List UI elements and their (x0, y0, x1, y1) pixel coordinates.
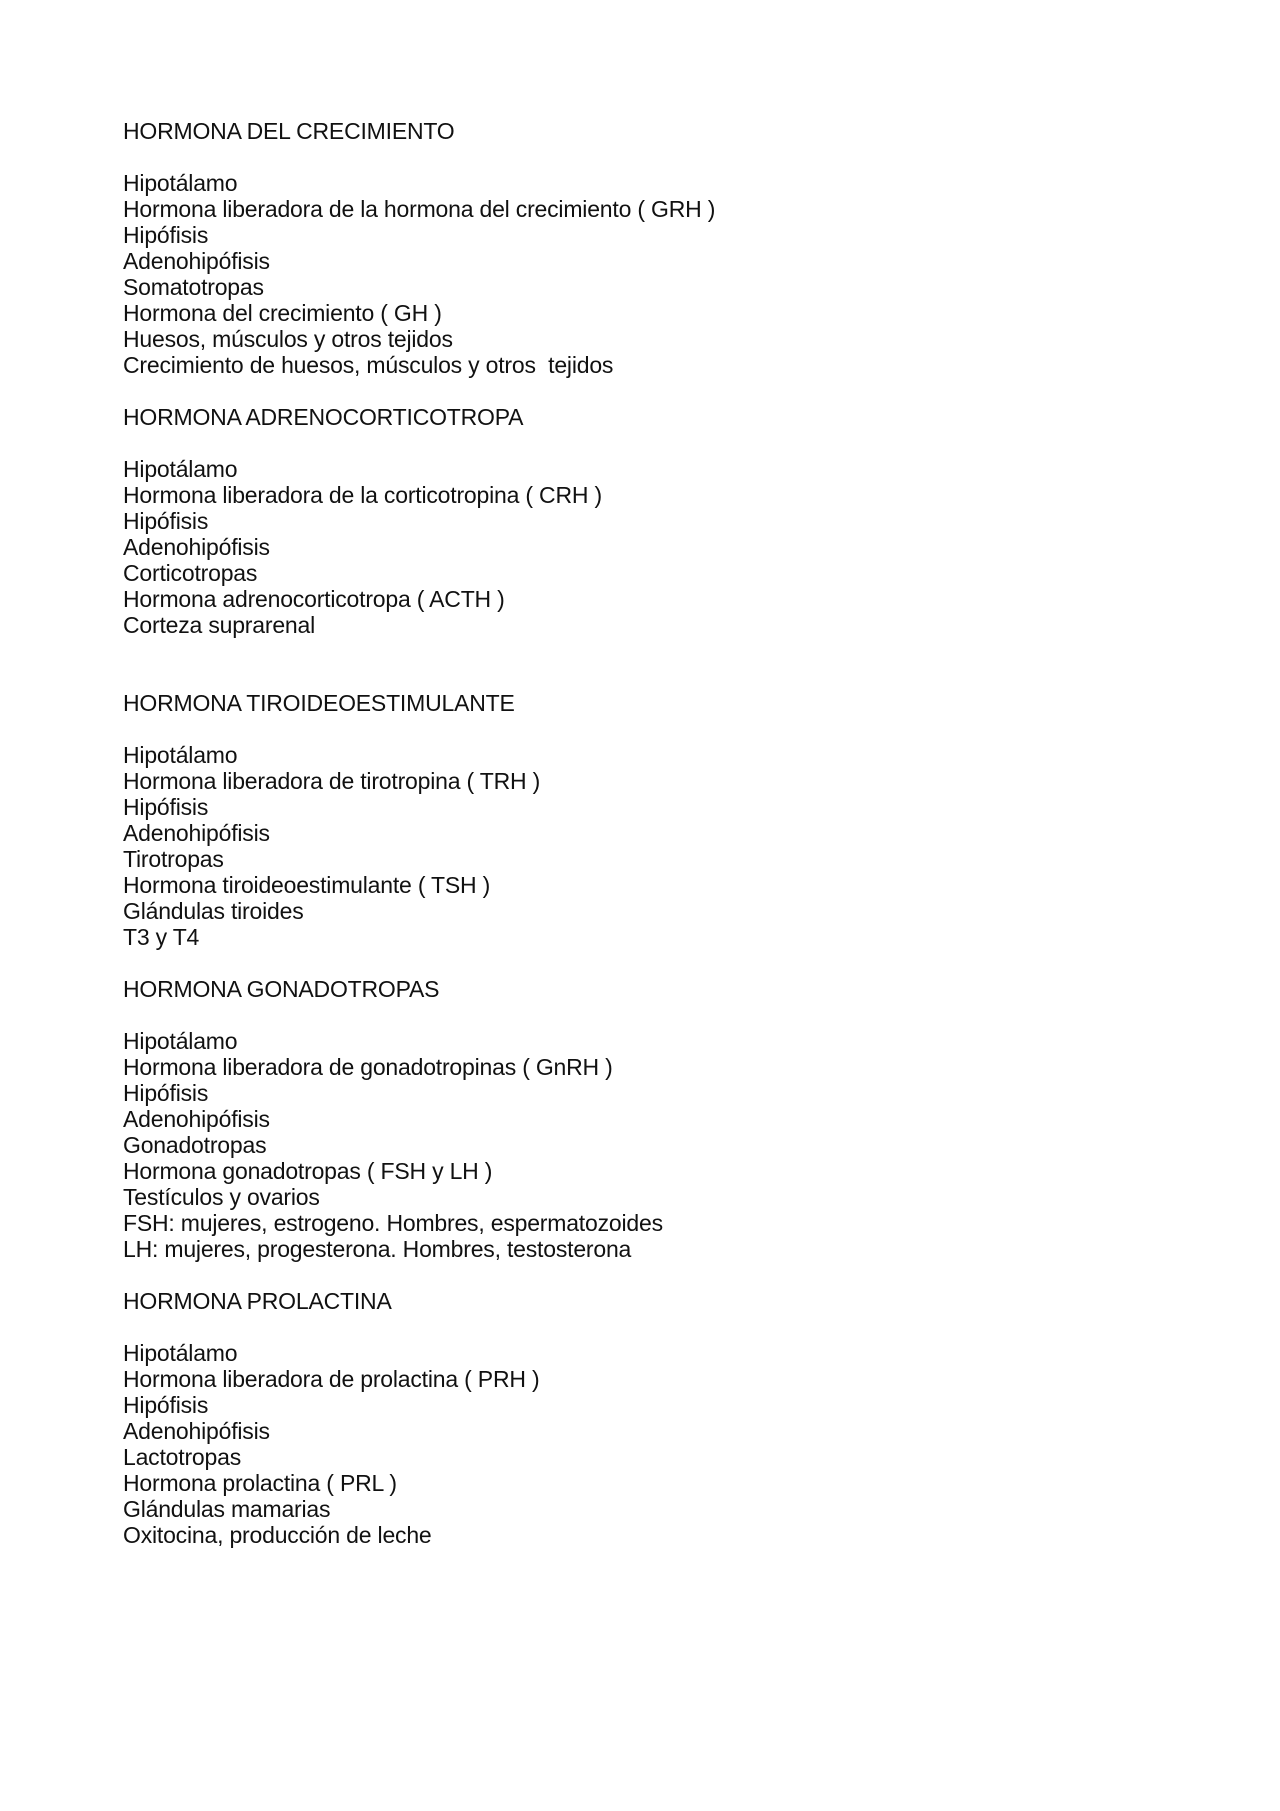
section-line: Tirotropas (123, 846, 224, 872)
section-line: Hipófisis (123, 508, 209, 534)
section-line: Oxitocina, producción de leche (123, 1522, 432, 1548)
section-line: Hormona adrenocorticotropa ( ACTH ) (123, 586, 505, 612)
section-heading: HORMONA PROLACTINA (123, 1288, 392, 1314)
section-line: Adenohipófisis (123, 534, 270, 560)
section-line: Hipófisis (123, 1080, 209, 1106)
section-line: Huesos, músculos y otros tejidos (123, 326, 453, 352)
section-line: Somatotropas (123, 274, 264, 300)
section-line: T3 y T4 (123, 924, 200, 950)
section-hormona-prolactina (123, 1288, 1183, 1548)
section-line: Hipófisis (123, 222, 209, 248)
section-line: Lactotropas (123, 1444, 241, 1470)
section-line: Hormona liberadora de tirotropina ( TRH ) (123, 768, 541, 794)
section-spacer (123, 638, 1183, 690)
section-line: Hipotálamo (123, 1028, 238, 1054)
section-heading: HORMONA GONADOTROPAS (123, 976, 440, 1002)
section-heading: HORMONA DEL CRECIMIENTO (123, 118, 455, 144)
section-line: Hipotálamo (123, 170, 238, 196)
section-line: Hormona tiroideoestimulante ( TSH ) (123, 872, 491, 898)
section-line: Corticotropas (123, 560, 258, 586)
section-line: Hormona liberadora de prolactina ( PRH ) (123, 1366, 540, 1392)
section-line: Hipófisis (123, 794, 209, 820)
section-spacer (123, 378, 1183, 404)
section-line: Hipotálamo (123, 456, 238, 482)
document-content (123, 118, 1183, 1548)
section-line: Hipotálamo (123, 1340, 238, 1366)
section-hormona-gonadotropas (123, 976, 1183, 1262)
section-line: Crecimiento de huesos, músculos y otros tejidos (123, 352, 614, 378)
section-heading: HORMONA TIROIDEOESTIMULANTE (123, 690, 515, 716)
section-line: Hormona prolactina ( PRL ) (123, 1470, 397, 1496)
section-line: Hormona liberadora de la hormona del crecimiento ( GRH ) (123, 196, 716, 222)
section-line: Corteza suprarenal (123, 612, 316, 638)
section-line: LH: mujeres, progesterona. Hombres, testosterona (123, 1236, 632, 1262)
section-line: Adenohipófisis (123, 248, 270, 274)
section-hormona-del-crecimiento (123, 118, 1183, 378)
section-line: Adenohipófisis (123, 820, 270, 846)
section-spacer (123, 950, 1183, 976)
section-line: Hormona liberadora de la corticotropina ( CRH ) (123, 482, 602, 508)
section-line: Gonadotropas (123, 1132, 267, 1158)
section-line: Glándulas mamarias (123, 1496, 331, 1522)
section-line: Hormona gonadotropas ( FSH y LH ) (123, 1158, 493, 1184)
section-line: Adenohipófisis (123, 1106, 270, 1132)
section-hormona-adrenocorticotropa (123, 404, 1183, 638)
section-line: Hipófisis (123, 1392, 209, 1418)
section-line: Testículos y ovarios (123, 1184, 320, 1210)
section-line: Hormona del crecimiento ( GH ) (123, 300, 442, 326)
section-line: Hormona liberadora de gonadotropinas ( GnRH ) (123, 1054, 613, 1080)
section-line: Glándulas tiroides (123, 898, 304, 924)
section-line: Hipotálamo (123, 742, 238, 768)
section-heading: HORMONA ADRENOCORTICOTROPA (123, 404, 524, 430)
section-hormona-tiroideoestimulante (123, 690, 1183, 950)
section-spacer (123, 1262, 1183, 1288)
section-line: Adenohipófisis (123, 1418, 270, 1444)
section-line: FSH: mujeres, estrogeno. Hombres, espermatozoides (123, 1210, 663, 1236)
